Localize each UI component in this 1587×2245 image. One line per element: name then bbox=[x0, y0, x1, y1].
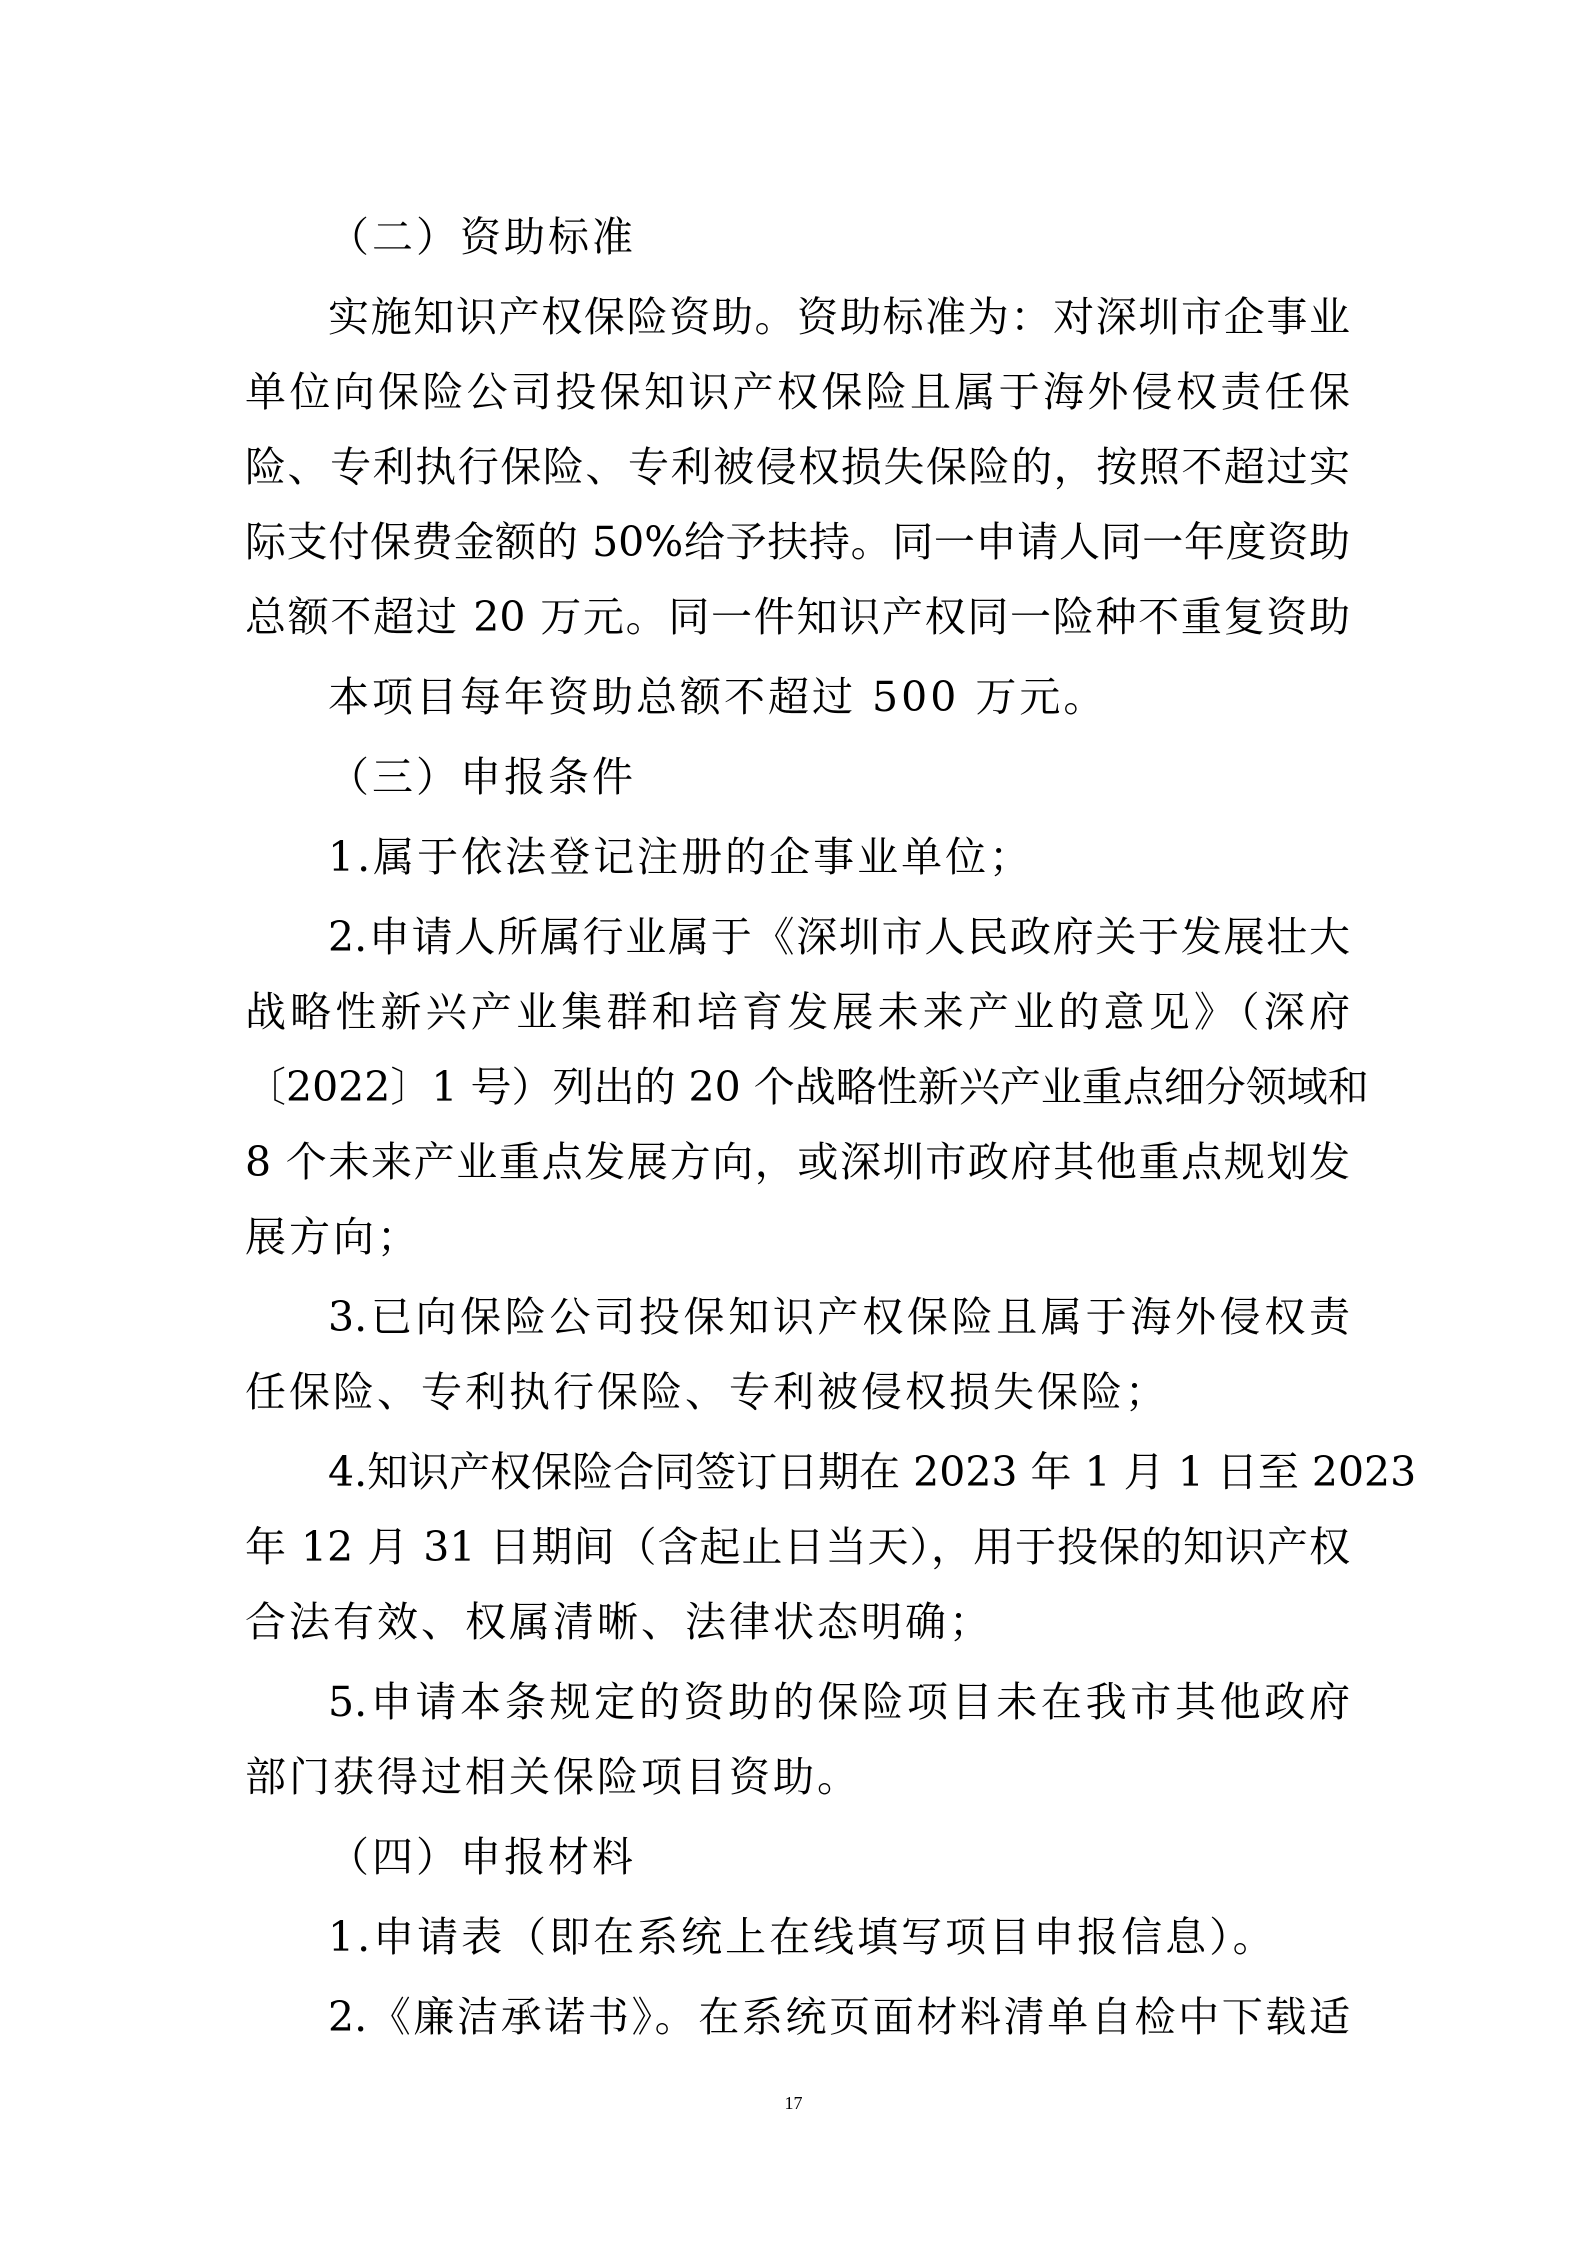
section-heading-funding-standard: （二）资助标准 bbox=[328, 213, 636, 261]
list-item: 1.申请表（即在系统上在线填写项目申报信息）。 bbox=[328, 1913, 1277, 1961]
paragraph-line: 合法有效、权属清晰、法律状态明确； bbox=[245, 1598, 993, 1646]
list-item: 5.申请本条规定的资助的保险项目未在我市其他政府 bbox=[328, 1678, 1350, 1726]
paragraph-line: 〔2022〕1 号）列出的 20 个战略性新兴产业重点细分领域和 bbox=[245, 1063, 1369, 1111]
list-item: 3.已向保险公司投保知识产权保险且属于海外侵权责 bbox=[328, 1293, 1350, 1341]
list-item: 2.申请人所属行业属于《深圳市人民政府关于发展壮大 bbox=[328, 913, 1350, 961]
list-item: 4.知识产权保险合同签订日期在 2023 年 1 月 1 日至 2023 bbox=[328, 1448, 1417, 1496]
paragraph-line: 总额不超过 20 万元。同一件知识产权同一险种不重复资助 bbox=[245, 593, 1350, 641]
paragraph-line: 展方向； bbox=[245, 1213, 421, 1261]
paragraph-line: 险、专利执行保险、专利被侵权损失保险的，按照不超过实 bbox=[245, 443, 1350, 491]
paragraph-line: 8 个未来产业重点发展方向，或深圳市政府其他重点规划发 bbox=[245, 1138, 1350, 1186]
paragraph-line: 部门获得过相关保险项目资助。 bbox=[245, 1753, 861, 1801]
paragraph-line: 战略性新兴产业集群和培育发展未来产业的意见》（深府 bbox=[245, 988, 1350, 1036]
paragraph-line: 年 12 月 31 日期间（含起止日当天），用于投保的知识产权 bbox=[245, 1523, 1350, 1571]
paragraph-line: 本项目每年资助总额不超过 500 万元。 bbox=[328, 673, 1108, 721]
list-item: 1.属于依法登记注册的企事业单位； bbox=[328, 833, 1034, 881]
page-number: 17 bbox=[784, 2093, 803, 2113]
paragraph-line: 单位向保险公司投保知识产权保险且属于海外侵权责任保 bbox=[245, 368, 1350, 416]
paragraph-line: 际支付保费金额的 50%给予扶持。同一申请人同一年度资助 bbox=[245, 518, 1350, 566]
list-item: 2.《廉洁承诺书》。在系统页面材料清单自检中下载适 bbox=[328, 1993, 1350, 2041]
section-heading-application-conditions: （三）申报条件 bbox=[328, 753, 636, 801]
section-heading-application-materials: （四）申报材料 bbox=[328, 1833, 636, 1881]
paragraph-line: 任保险、专利执行保险、专利被侵权损失保险； bbox=[245, 1368, 1169, 1416]
paragraph-line: 实施知识产权保险资助。资助标准为：对深圳市企事业 bbox=[328, 293, 1350, 341]
